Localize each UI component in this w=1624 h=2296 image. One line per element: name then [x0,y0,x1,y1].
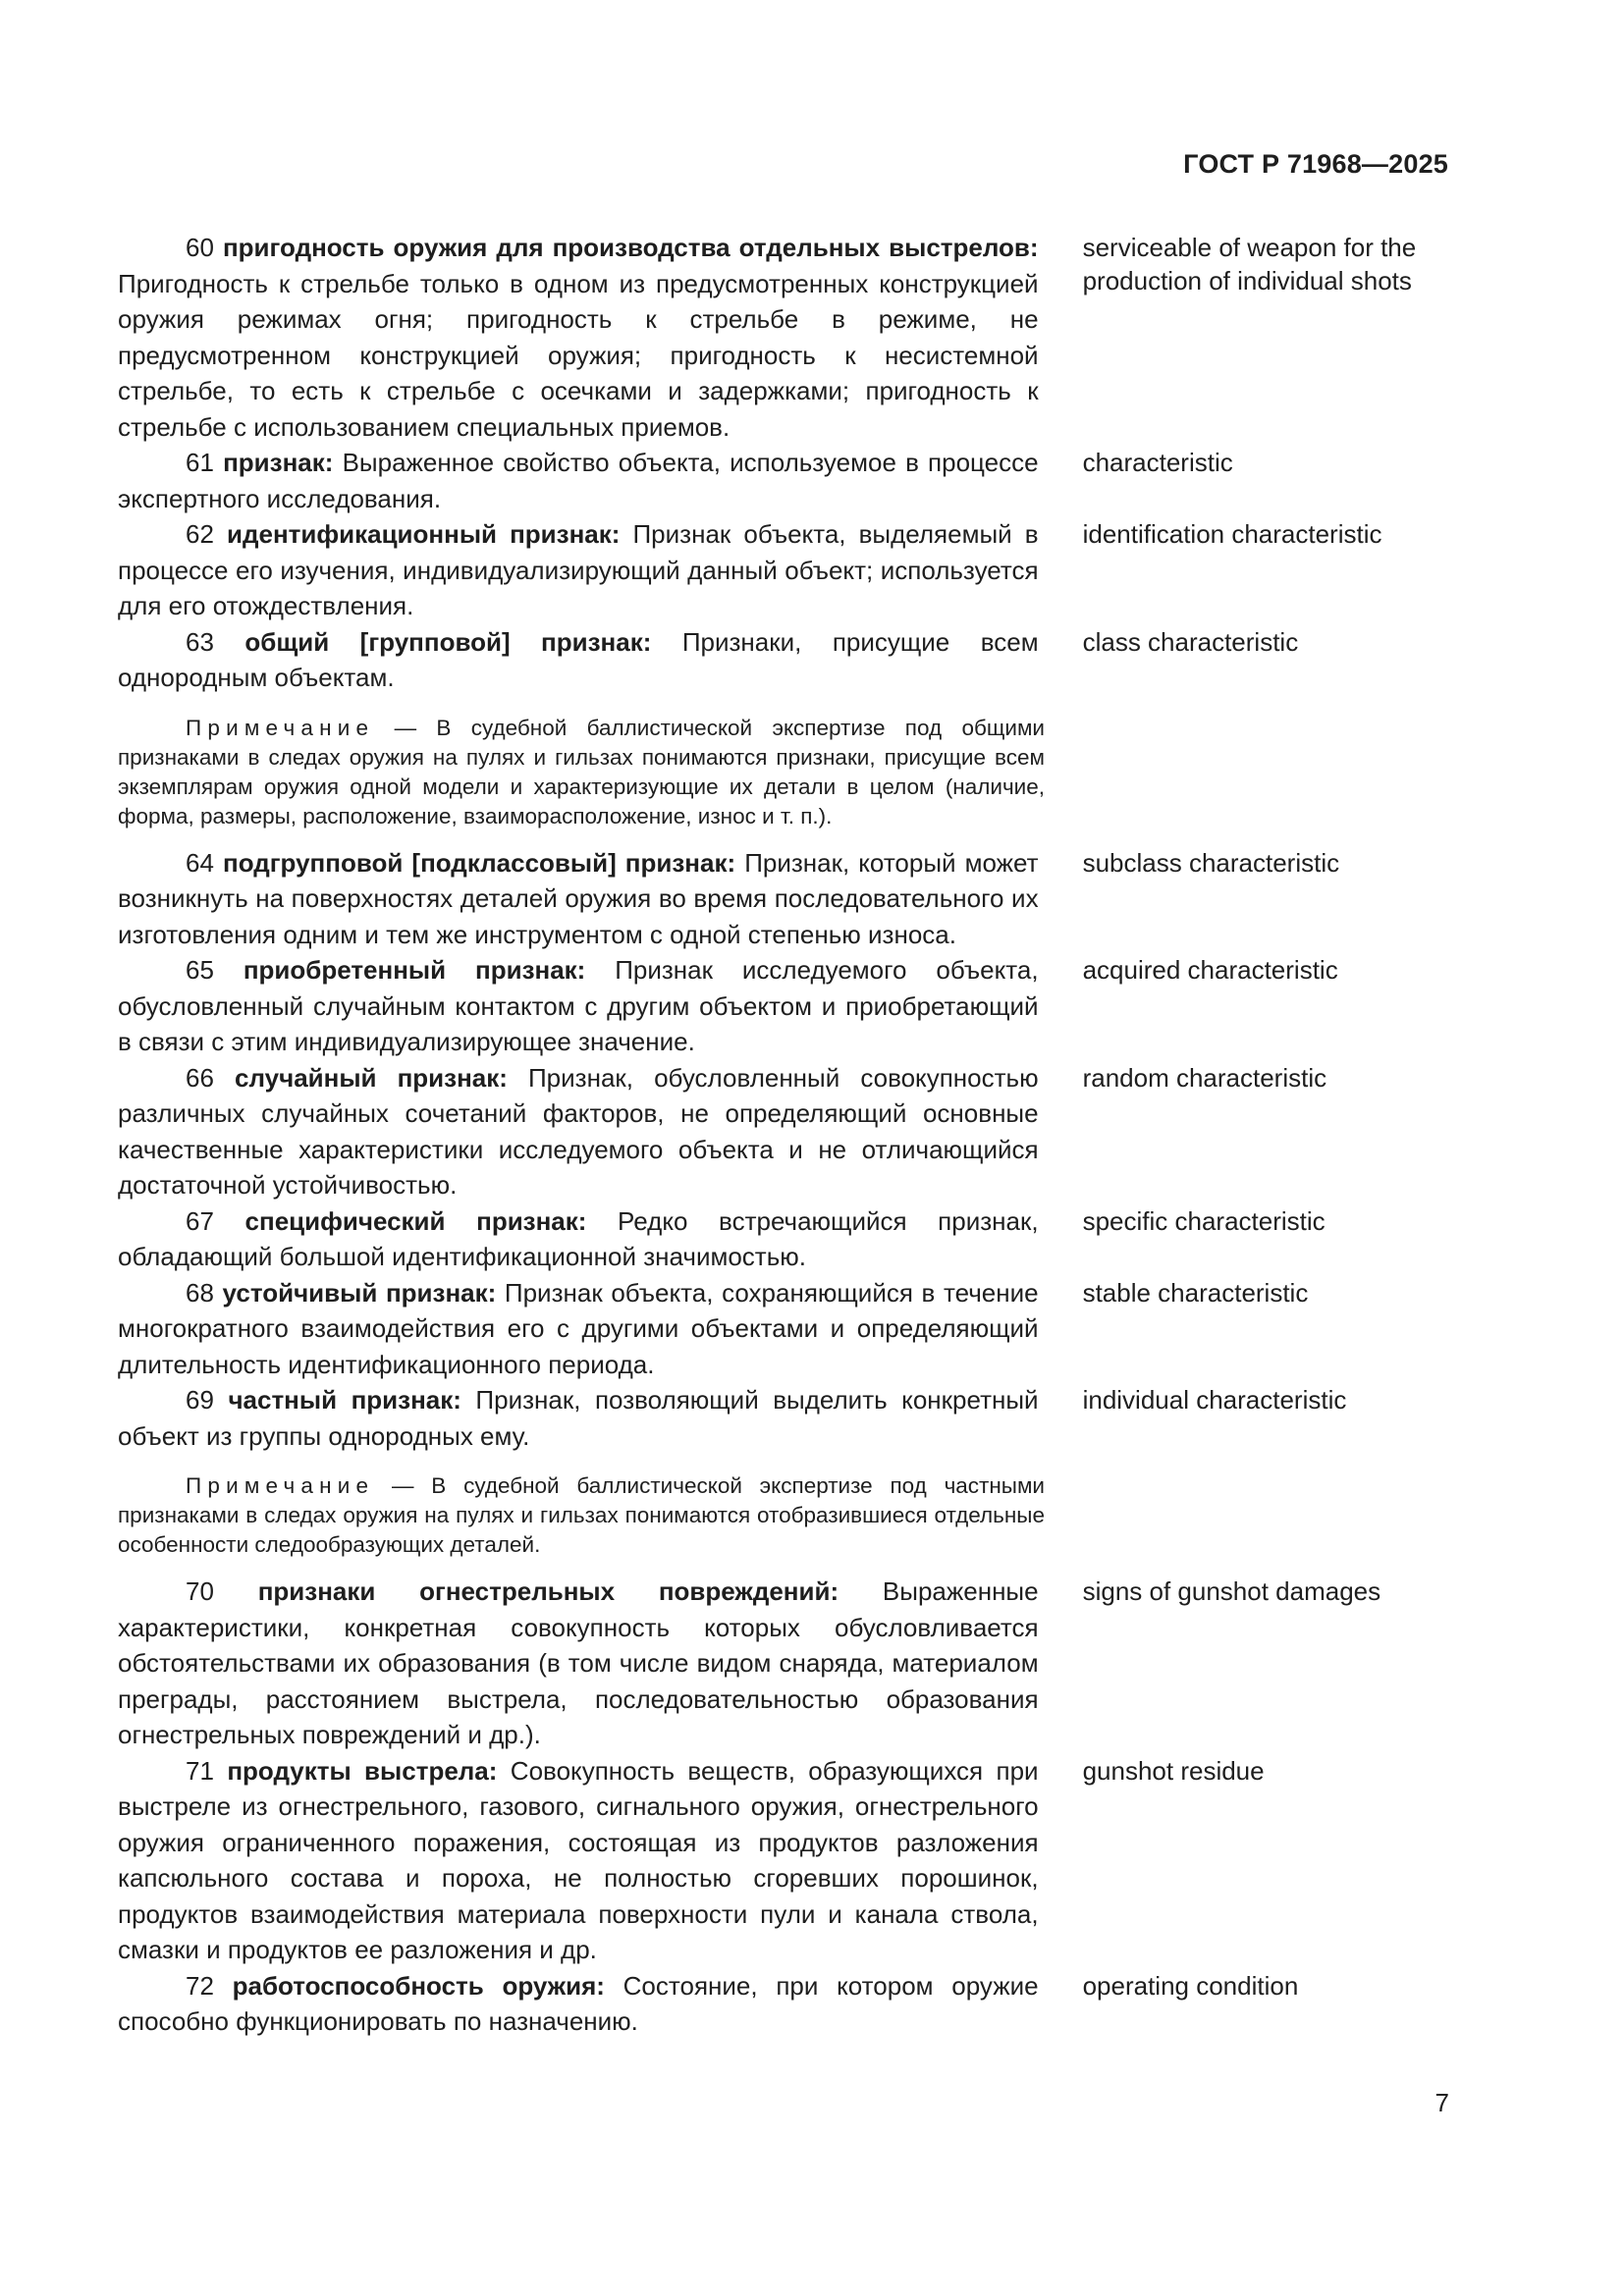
note-label: Примечание [186,1473,375,1498]
term-number: 70 [186,1576,214,1606]
term-number: 61 [186,448,214,477]
page-number: 7 [1435,2088,1449,2117]
note-text: — В судебной баллистической экспертизе под общими признаками в следах оружия на пулях и гильзах понимаются признаки, присущие всем экземплярам оружия одной модели и характеризующие их детали в целом (наличие, форма, размеры, расположение, взаиморасположение, износ и т. п.). [118,715,1045,828]
term-name: идентификационный признак: [227,519,621,549]
term-definition [118,230,1039,445]
term-entry-67 [118,1203,1453,1275]
term-name: приобретенный признак: [243,955,586,985]
english-equivalent: specific characteristic [1082,1205,1326,1236]
note-block [118,714,1045,831]
term-entry-63 [118,624,1453,696]
term-name: работоспособность оружия: [232,1970,605,2001]
term-entry-66 [118,1060,1453,1203]
note-label: Примечание [186,715,375,740]
term-number: 68 [186,1277,214,1308]
term-definition [118,1968,1039,2040]
term-name: пригодность оружия для производства отдельных выстрелов: [222,233,1039,262]
note-block [118,1471,1045,1560]
definition-text: Признак объекта, сохраняющийся в течение многократного взаимодействия его с другими объектами и определяющий длительность идентификационного периода. [118,1277,1039,1379]
term-definition [118,445,1039,516]
term-number: 66 [186,1062,214,1093]
term-definition [118,1574,1039,1753]
definition-text: Пригодность к стрельбе только в одном из предусмотренных конструкцией оружия режимах огня; пригодность к стрельбе в режиме, не предусмотренном конструкцией оружия; пригодность к несистемной стрельбе, то есть к стрельбе с осечками и задержками; пригодность к стрельбе с использованием специальных приемов. [118,268,1039,442]
term-definition [118,845,1039,953]
term-name: частный признак: [228,1385,461,1415]
term-entry-72 [118,1968,1453,2040]
term-number: 65 [186,955,214,985]
term-name: признаки огнестрельных повреждений: [257,1576,839,1606]
term-definition [118,516,1039,624]
term-entry-71 [118,1753,1453,1968]
definition-text: Признак исследуемого объекта, обусловленный случайным контактом с другим объектом и приобретающий в связи с этим индивидуализирующее значение. [118,955,1039,1056]
term-definition [118,624,1039,696]
definition-text: Признак, позволяющий выделить конкретный объект из группы однородных ему. [118,1385,1039,1451]
note-text: — В судебной баллистической экспертизе под частными признаками в следах оружия на пулях и гильзах понимаются отобразившиеся отдельные особенности следообразующих деталей. [118,1473,1045,1557]
term-number: 72 [186,1970,214,2001]
term-name: признак: [223,448,334,477]
term-number: 62 [186,519,214,549]
term-definition [118,1275,1039,1383]
term-name: устойчивый признак: [222,1277,497,1308]
term-entry-65 [118,952,1453,1060]
term-entry-64 [118,845,1453,953]
definition-text: Совокупность веществ, образующихся при выстреле из огнестрельного, газового, сигнального оружия, огнестрельного оружия ограниченного поражения, состоящая из продуктов разложения капсюльного состава и пороха, не полностью сгоревших порошинок, продуктов взаимодействия материала поверхности пули и канала ствола, смазки и продуктов ее разложения и др. [118,1755,1039,1964]
english-equivalent: subclass characteristic [1082,847,1340,878]
term-number: 69 [186,1385,214,1415]
term-definition [118,952,1039,1060]
definition-text: Признак объекта, выделяемый в процессе его изучения, индивидуализирующий данный объект; используется для его отождествления. [118,519,1039,620]
term-entry-60 [118,230,1453,445]
term-number: 60 [186,233,214,262]
english-equivalent: random characteristic [1082,1062,1327,1093]
definition-text: Выраженное свойство объекта, используемое в процессе экспертного исследования. [118,448,1039,513]
english-equivalent: stable characteristic [1082,1277,1309,1308]
term-number: 67 [186,1205,214,1236]
term-definition [118,1203,1039,1275]
definition-text: Признаки, присущие всем однородным объектам. [118,626,1039,692]
english-equivalent: gunshot residue [1082,1755,1265,1786]
english-equivalent: serviceable of weapon for the production of individual shots [1082,233,1417,295]
definition-text: Выраженные характеристики, конкретная совокупность которых обусловливается обстоятельствами их образования (в том числе видом снаряда, материалом преграды, расстоянием выстрела, последовательностью образования огнестрельных повреждений и др.). [118,1576,1039,1749]
term-name: продукты выстрела: [227,1755,498,1786]
term-number: 71 [186,1755,214,1786]
english-equivalent: signs of gunshot damages [1082,1576,1381,1606]
term-name: общий [групповой] признак: [244,626,652,657]
term-name: специфический признак: [244,1205,587,1236]
definition-text: Редко встречающийся признак, обладающий большой идентификационной значимостью. [118,1205,1039,1271]
term-definition [118,1753,1039,1968]
terms-content [118,230,1453,2040]
english-equivalent: acquired characteristic [1082,955,1338,985]
english-equivalent: class characteristic [1082,626,1299,657]
english-equivalent: identification characteristic [1082,519,1382,549]
term-name: случайный признак: [235,1062,508,1093]
definition-text: Признак, который может возникнуть на поверхностях деталей оружия во время последовательного их изготовления одним и тем же инструментом с одной степенью износа. [118,847,1039,949]
term-number: 64 [186,847,214,878]
term-entry-62 [118,516,1453,624]
term-entry-68 [118,1275,1453,1383]
term-name: подгрупповой [подклассовый] признак: [222,847,736,878]
english-equivalent: individual characteristic [1082,1385,1347,1415]
term-definition [118,1060,1039,1203]
definition-text: Признак, обусловленный совокупностью различных случайных сочетаний факторов, не определяющий основные качественные характеристики исследуемого объекта и не отличающийся достаточной устойчивостью. [118,1062,1039,1200]
term-entry-70 [118,1574,1453,1753]
term-definition [118,1382,1039,1454]
term-entry-61 [118,445,1453,516]
document-header: ГОСТ Р 71968—2025 [1183,149,1448,179]
definition-text: Состояние, при котором оружие способно функционировать по назначению. [118,1970,1039,2036]
term-number: 63 [186,626,214,657]
term-entry-69 [118,1382,1453,1454]
english-equivalent: operating condition [1082,1970,1299,2001]
english-equivalent: characteristic [1082,448,1233,477]
